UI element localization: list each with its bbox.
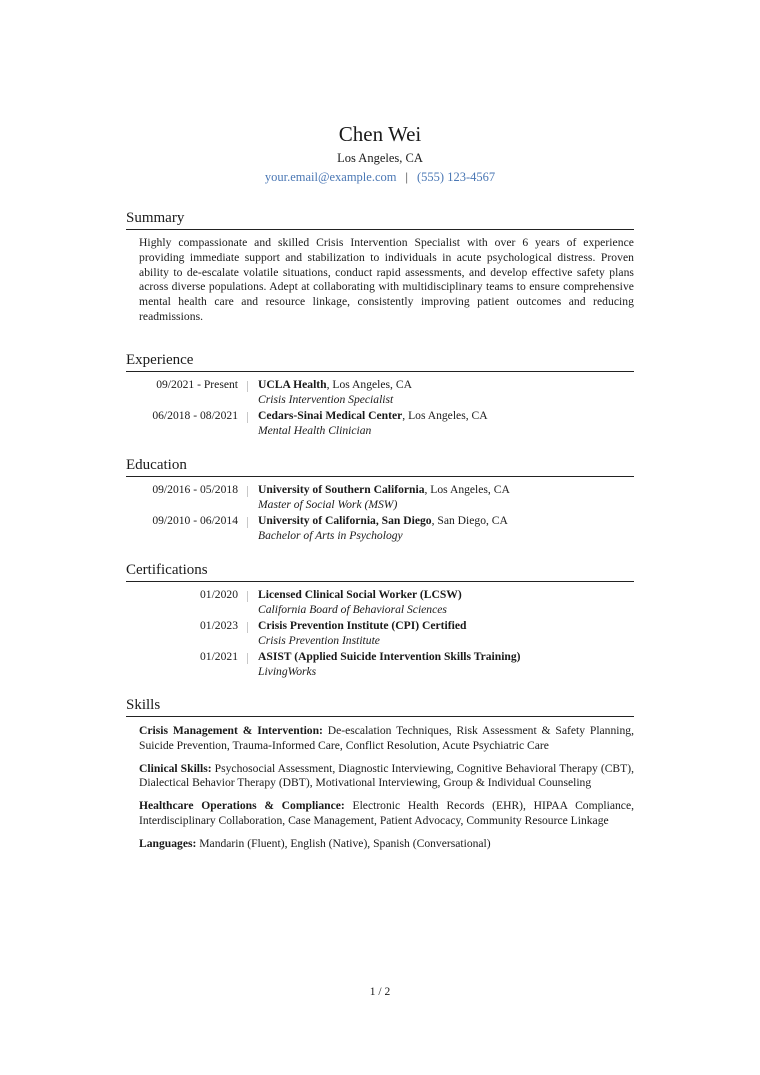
date-divider [247,486,248,497]
section-title-education: Education [126,456,634,477]
experience-entry [126,378,634,409]
date-divider [247,622,248,633]
entry-organization: Cedars-Sinai Medical Center [258,409,403,422]
certifications-section [126,561,634,681]
entry-date: 01/2020 [199,588,238,601]
summary-text: Highly compassionate and skilled Crisis Intervention Specialist with over 6 years of experience providing immediate support and stabilization to individuals in acute psychological distress. Proven ability to de-escalate volatile situations, conduct rapid assessments, and develop effective safety plans across diverse populations. Adept at collaborating with multidisciplinary teams to ensure comprehensive mental health care and resource linkage, consistently improving patient outcomes and reducing readmissions. [139,236,634,323]
date-divider [247,412,248,423]
entry-date: 06/2018 - 08/2021 [152,409,238,422]
certification-entry [126,588,634,619]
section-title-summary: Summary [126,209,634,230]
skill-group [139,837,634,852]
experience-section [126,351,634,440]
entry-organization: University of Southern California [258,483,425,496]
skill-list: De-escalation Techniques, Risk Assessment & Safety Planning, Suicide Prevention, Trauma-Informed Care, Conflict Resolution, Acute Psychiatric Care [139,724,634,752]
certification-entry [126,619,634,650]
entry-organization: University of California, San Diego [258,514,432,527]
skill-category: Clinical Skills: [139,761,212,775]
summary-section [126,209,634,325]
skill-group [139,762,634,792]
resume-header [0,121,760,186]
candidate-name: Chen Wei [338,122,422,146]
entry-date: 09/2016 - 05/2018 [152,483,238,496]
date-divider [247,591,248,602]
certification-entry [126,650,634,681]
entry-date: 01/2023 [199,619,238,632]
certification-name: Licensed Clinical Social Worker (LCSW) [258,588,462,601]
education-entry [126,483,634,514]
section-title-skills: Skills [126,696,634,717]
page-number: 1 / 2 [369,986,391,998]
skill-category: Languages: [139,836,197,850]
certification-issuer: Crisis Prevention Institute [258,633,380,647]
date-divider [247,381,248,392]
skill-list: Mandarin (Fluent), English (Native), Spanish (Conversational) [196,836,491,850]
entry-organization: UCLA Health [258,378,327,391]
email-link[interactable]: your.email@example.com [264,170,397,184]
phone-link[interactable]: (555) 123-4567 [417,170,496,184]
entry-location: , Los Angeles, CA [424,483,510,496]
entry-degree: Master of Social Work (MSW) [258,497,398,511]
education-entry [126,514,634,545]
education-section [126,456,634,545]
entry-date: 09/2010 - 06/2014 [152,514,238,527]
contact-line [0,169,760,186]
entry-location: , San Diego, CA [431,514,508,527]
section-title-certifications: Certifications [126,561,634,582]
experience-entry [126,409,634,440]
date-divider [247,517,248,528]
skill-group [139,724,634,754]
date-divider [247,653,248,664]
certification-issuer: California Board of Behavioral Sciences [258,602,447,616]
entry-role: Mental Health Clinician [258,423,372,437]
entry-location: , Los Angeles, CA [402,409,488,422]
skill-group [139,799,634,829]
skill-list: Psychosocial Assessment, Diagnostic Interviewing, Cognitive Behavioral Therapy (CBT), Dialectical Behavior Therapy (DBT), Motivational Interviewing, Group & Individual Counseling [139,761,634,790]
skill-category: Healthcare Operations & Compliance: [139,799,345,813]
certification-name: Crisis Prevention Institute (CPI) Certified [258,619,467,632]
entry-degree: Bachelor of Arts in Psychology [258,528,403,542]
entry-location: , Los Angeles, CA [326,378,412,391]
skills-section [126,696,634,860]
contact-separator: | [405,170,408,184]
skill-category: Crisis Management & Intervention: [139,724,323,737]
entry-date: 09/2021 - Present [156,378,238,391]
skill-list: Electronic Health Records (EHR), HIPAA Compliance, Interdisciplinary Collaboration, Case Management, Patient Advocacy, Community Resource Linkage [139,799,634,827]
certification-issuer: LivingWorks [258,664,317,678]
section-title-experience: Experience [126,351,634,372]
entry-date: 01/2021 [199,650,238,663]
candidate-location: Los Angeles, CA [337,151,423,165]
entry-role: Crisis Intervention Specialist [258,392,394,406]
certification-name: ASIST (Applied Suicide Intervention Skills Training) [258,650,521,663]
